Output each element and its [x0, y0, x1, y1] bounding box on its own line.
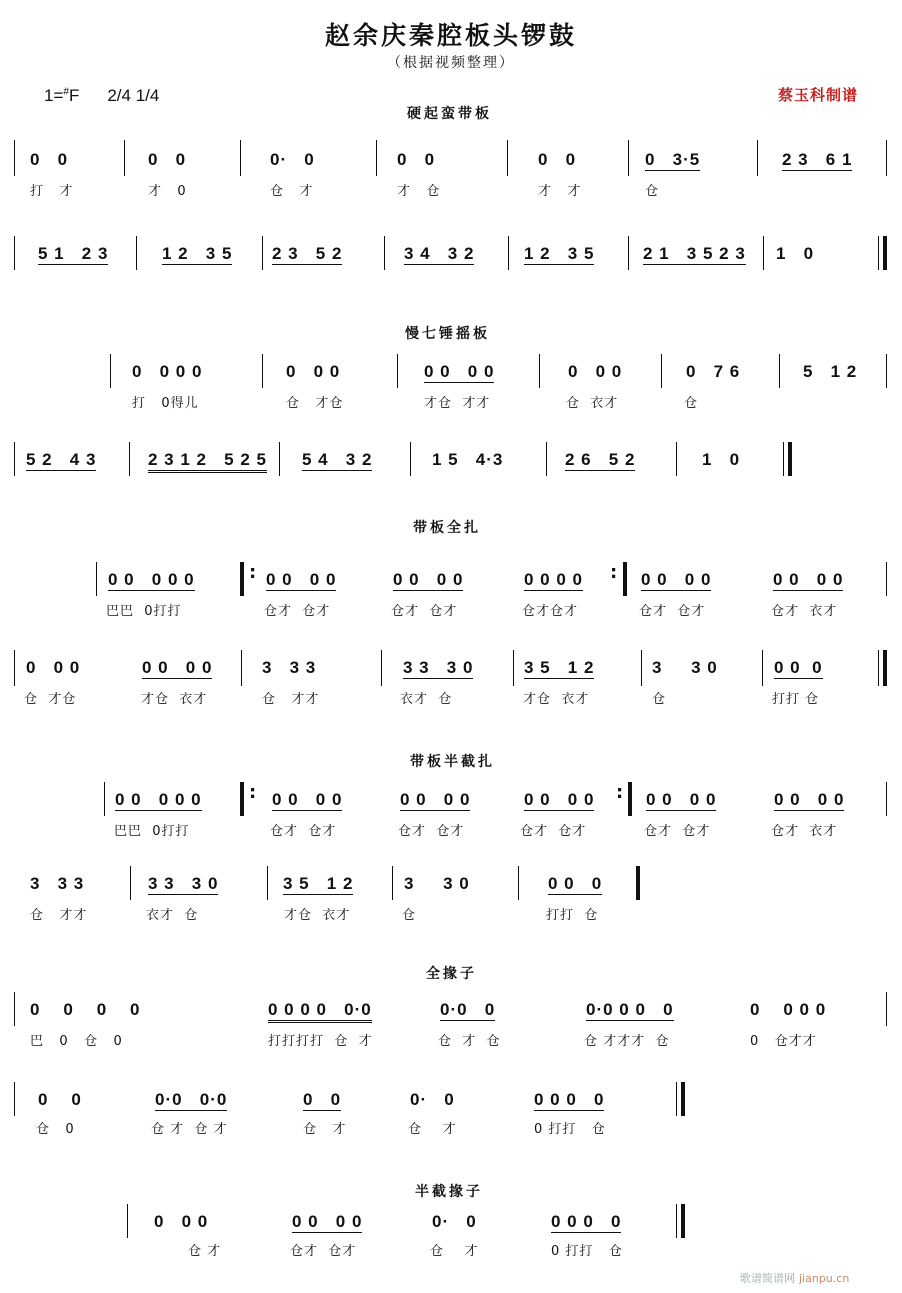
final-barline: [681, 1082, 685, 1116]
barline: [641, 650, 642, 686]
barline: [127, 1204, 128, 1238]
barline: [507, 140, 508, 176]
measure-notes: 0·0 0: [440, 1000, 496, 1019]
barline: [96, 562, 97, 596]
percussion-syllables: 才 仓: [397, 184, 441, 199]
barline: [676, 442, 677, 476]
repeat-end: [628, 782, 632, 816]
repeat-dots: :: [616, 782, 624, 803]
barline: [110, 354, 111, 388]
final-barline: [636, 866, 640, 900]
percussion-syllables: 仓: [645, 184, 660, 199]
percussion-syllables: 0 仓才才: [750, 1034, 817, 1049]
percussion-syllables: 打 才: [30, 184, 74, 199]
measure-notes: 2 6 5 2: [565, 450, 636, 469]
barline: [886, 782, 887, 816]
measure-notes: 0 0 0 0: [774, 790, 845, 809]
barline: [628, 236, 629, 270]
percussion-syllables: 打 0得儿: [132, 396, 199, 411]
measure-notes: 1 0: [702, 450, 741, 469]
measure-notes: 2 3 1 2 5 2 5: [148, 450, 267, 473]
barline: [513, 650, 514, 686]
time-signature: 2/4 1/4: [107, 86, 160, 105]
measure-notes: 1 2 3 5: [162, 244, 233, 263]
barline: [886, 354, 887, 388]
measure-notes: 0 0 0 0: [400, 790, 471, 809]
measure-notes: 3 3 0: [652, 658, 718, 677]
barline: [262, 236, 263, 270]
measure-notes: 3 3 3 0: [403, 658, 474, 677]
percussion-syllables: 仓才 仓才: [264, 604, 331, 619]
barline: [130, 866, 131, 900]
measure-notes: 0 0 0 0: [534, 1090, 605, 1109]
percussion-syllables: 衣才 仓: [400, 692, 453, 707]
measure-notes: 0 0 0: [568, 362, 623, 381]
measure-notes: 2 1 3 5 2 3: [643, 244, 746, 263]
measure-notes: 0 0 0 0: [292, 1212, 363, 1231]
percussion-syllables: 巴 0 仓 0: [30, 1034, 123, 1049]
percussion-syllables: 0 打打 仓: [551, 1244, 623, 1259]
barline: [14, 140, 15, 176]
measure-notes: 0 0 0: [26, 658, 81, 677]
barline: [676, 1204, 677, 1238]
measure-notes: 5 1 2: [803, 362, 858, 381]
percussion-syllables: 仓才 衣才: [771, 824, 838, 839]
measure-notes: 0· 0: [270, 150, 315, 169]
measure-notes: 3 3 3 0: [148, 874, 219, 893]
measure-notes: 3 3 0: [404, 874, 470, 893]
percussion-syllables: 仓 才才: [30, 908, 88, 923]
barline: [129, 442, 130, 476]
repeat-start: [240, 782, 244, 816]
percussion-syllables: 仓 才才才 仓: [584, 1034, 670, 1049]
measure-notes: 0 0: [148, 150, 187, 169]
measure-notes: 0 0 0 0: [393, 570, 464, 589]
barline: [14, 236, 15, 270]
percussion-syllables: 仓才 仓才: [290, 1244, 357, 1259]
percussion-syllables: 仓才 仓才: [398, 824, 465, 839]
measure-notes: 0 7 6: [686, 362, 741, 381]
final-barline: [883, 650, 887, 686]
measure-notes: 0 0: [538, 150, 577, 169]
percussion-syllables: 仓才 仓才: [391, 604, 458, 619]
barline: [392, 866, 393, 900]
barline: [14, 1082, 15, 1116]
measure-notes: 3 3 3: [30, 874, 85, 893]
barline: [410, 442, 411, 476]
barline: [267, 866, 268, 900]
percussion-syllables: 才 0: [148, 184, 187, 199]
barline: [886, 140, 887, 176]
barline: [136, 236, 137, 270]
percussion-syllables: 仓 才才: [262, 692, 320, 707]
measure-notes: 0 0 0 0: [750, 1000, 827, 1019]
barline: [878, 650, 879, 686]
percussion-syllables: 仓 衣才: [566, 396, 619, 411]
measure-notes: 1 2 3 5: [524, 244, 595, 263]
percussion-syllables: 仓才 仓才: [520, 824, 587, 839]
barline: [676, 1082, 677, 1116]
barline: [240, 140, 241, 176]
barline: [14, 992, 15, 1026]
measure-notes: 0 0 0 0 0: [108, 570, 195, 589]
measure-notes: 0 0 0 0: [30, 1000, 141, 1019]
percussion-syllables: 才仓 衣才: [141, 692, 208, 707]
section-title: 硬起蛮带板: [407, 106, 492, 122]
measure-notes: 0 0: [38, 1090, 82, 1109]
measure-notes: 3 5 1 2: [283, 874, 354, 893]
measure-notes: 0 0 0 0 0: [115, 790, 202, 809]
measure-notes: 1 0: [776, 244, 815, 263]
measure-notes: 0 0 0 0: [641, 570, 712, 589]
measure-notes: 0 0 0 0: [646, 790, 717, 809]
percussion-syllables: 仓 才: [188, 1244, 222, 1259]
measure-notes: 0 0 0 0: [424, 362, 495, 381]
barline: [878, 236, 879, 270]
measure-notes: 2 3 5 2: [272, 244, 343, 263]
barline: [14, 650, 15, 686]
measure-notes: 3 4 3 2: [404, 244, 475, 263]
measure-notes: 0 0: [303, 1090, 342, 1109]
final-barline: [883, 236, 887, 270]
measure-notes: 0 0: [397, 150, 436, 169]
barline: [886, 562, 887, 596]
percussion-syllables: 仓: [402, 908, 417, 923]
measure-notes: 0 0 0: [774, 658, 823, 677]
measure-notes: 2 3 6 1: [782, 150, 853, 169]
percussion-syllables: 巴巴 0打打: [114, 824, 190, 839]
repeat-dots: :: [249, 782, 257, 803]
percussion-syllables: 仓 才: [430, 1244, 479, 1259]
barline: [763, 236, 764, 270]
percussion-syllables: 仓 才: [303, 1122, 347, 1137]
final-barline: [788, 442, 792, 476]
barline: [376, 140, 377, 176]
percussion-syllables: 仓 才: [408, 1122, 457, 1137]
measure-notes: 0 0 0: [286, 362, 341, 381]
percussion-syllables: 仓才 仓才: [270, 824, 337, 839]
percussion-syllables: 仓 0: [36, 1122, 75, 1137]
barline: [779, 354, 780, 388]
percussion-syllables: 0 打打 仓: [534, 1122, 606, 1137]
page-title: 赵余庆秦腔板头锣鼓: [324, 21, 577, 50]
measure-notes: 0 3·5: [645, 150, 701, 169]
section-title: 带板半截扎: [410, 754, 495, 770]
barline: [241, 650, 242, 686]
barline: [104, 782, 105, 816]
measure-notes: 0 0 0: [548, 874, 603, 893]
percussion-syllables: 才仓 衣才: [284, 908, 351, 923]
measure-notes: 0 0 0: [154, 1212, 209, 1231]
percussion-syllables: 仓才 仓才: [644, 824, 711, 839]
percussion-syllables: 打打 仓: [772, 692, 820, 707]
measure-notes: 0 0 0 0: [524, 790, 595, 809]
repeat-dots: :: [610, 562, 618, 583]
percussion-syllables: 仓 才仓: [24, 692, 77, 707]
barline: [518, 866, 519, 900]
barline: [279, 442, 280, 476]
barline: [762, 650, 763, 686]
measure-notes: 0 0 0 0: [272, 790, 343, 809]
percussion-syllables: 才仓 衣才: [523, 692, 590, 707]
measure-notes: 0 0 0 0: [551, 1212, 622, 1231]
measure-notes: 0· 0: [410, 1090, 455, 1109]
section-title: 全掾子: [426, 966, 477, 982]
section-title: 带板全扎: [413, 520, 481, 536]
repeat-start: [240, 562, 244, 596]
section-title: 半截掾子: [415, 1184, 483, 1200]
percussion-syllables: 仓: [684, 396, 699, 411]
final-barline: [681, 1204, 685, 1238]
barline: [546, 442, 547, 476]
measure-notes: 0·0 0 0 0: [586, 1000, 674, 1019]
site-watermark: 歌谱简谱网 jianpu.cn: [740, 1272, 850, 1285]
measure-notes: 0 0 0 0: [773, 570, 844, 589]
measure-notes: 5 4 3 2: [302, 450, 373, 469]
barline: [14, 442, 15, 476]
percussion-syllables: 才 才: [538, 184, 582, 199]
percussion-syllables: 仓才仓才: [522, 604, 579, 619]
measure-notes: 3 3 3: [262, 658, 317, 677]
percussion-syllables: 衣才 仓: [146, 908, 199, 923]
barline: [397, 354, 398, 388]
measure-notes: 0 0 0 0 0·0: [268, 1000, 372, 1023]
barline: [628, 140, 629, 176]
percussion-syllables: 仓 才: [270, 184, 314, 199]
barline: [381, 650, 382, 686]
percussion-syllables: 仓 才仓: [286, 396, 344, 411]
barline: [661, 354, 662, 388]
barline: [384, 236, 385, 270]
percussion-syllables: 仓 才 仓 才: [151, 1122, 228, 1137]
measure-notes: 5 2 4 3: [26, 450, 97, 469]
barline: [783, 442, 784, 476]
percussion-syllables: 仓 才 仓: [438, 1034, 501, 1049]
key-signature: 1=#F 2/4 1/4: [44, 86, 160, 105]
author-credit: 蔡玉科制谱: [778, 86, 859, 104]
barline: [757, 140, 758, 176]
measure-notes: 0 0 0 0: [132, 362, 203, 381]
barline: [508, 236, 509, 270]
repeat-end: [623, 562, 627, 596]
percussion-syllables: 仓才 衣才: [771, 604, 838, 619]
section-title: 慢七锤摇板: [405, 326, 490, 342]
repeat-dots: :: [249, 562, 257, 583]
measure-notes: 0 0 0 0: [524, 570, 583, 589]
barline: [886, 992, 887, 1026]
measure-notes: 3 5 1 2: [524, 658, 595, 677]
percussion-syllables: 仓: [652, 692, 667, 707]
measure-notes: 1 5 4·3: [432, 450, 504, 469]
percussion-syllables: 打打 仓: [546, 908, 599, 923]
measure-notes: 0· 0: [432, 1212, 477, 1231]
measure-notes: 0 0: [30, 150, 69, 169]
measure-notes: 0 0 0 0: [142, 658, 213, 677]
measure-notes: 0·0 0·0: [155, 1090, 228, 1109]
page-subtitle: （根据视频整理）: [387, 55, 515, 71]
measure-notes: 0 0 0 0: [266, 570, 337, 589]
measure-notes: 5 1 2 3: [38, 244, 109, 263]
percussion-syllables: 巴巴 0打打: [106, 604, 182, 619]
barline: [539, 354, 540, 388]
barline: [262, 354, 263, 388]
percussion-syllables: 仓才 仓才: [639, 604, 706, 619]
barline: [124, 140, 125, 176]
percussion-syllables: 才仓 才才: [424, 396, 491, 411]
percussion-syllables: 打打打打 仓 才: [268, 1034, 373, 1049]
